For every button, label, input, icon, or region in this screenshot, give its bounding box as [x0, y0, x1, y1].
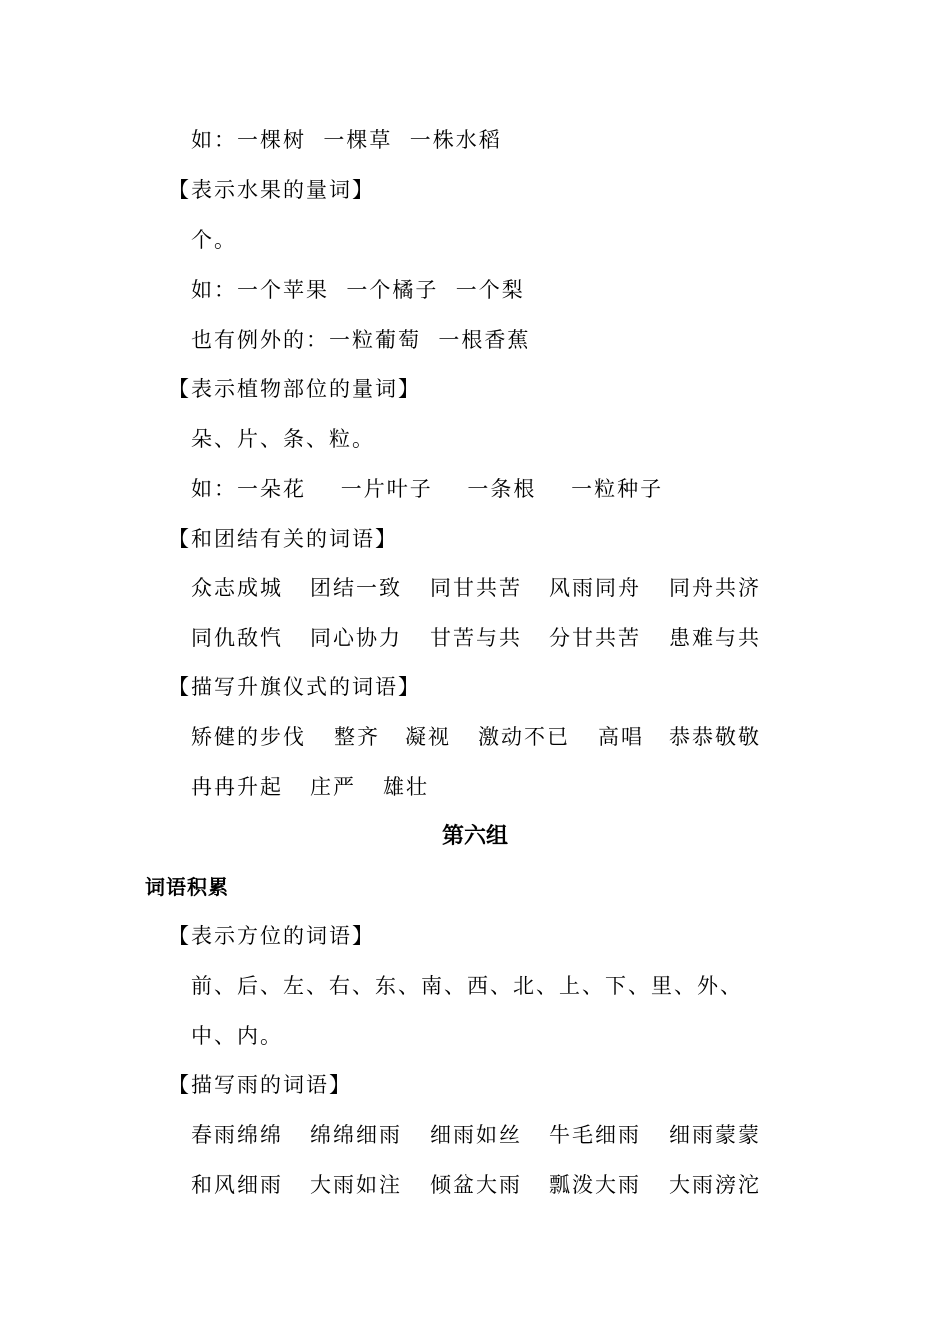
word-item: 激动不已 — [478, 725, 570, 749]
rain-words-row-2 — [191, 1170, 761, 1200]
word-item: 患难与共 — [669, 626, 761, 650]
section-heading-unity-words: 【和团结有关的词语】 — [168, 527, 398, 551]
plant-classifier-example: 如：一棵树 一棵草 一株水稻 — [191, 128, 502, 152]
word-item: 大雨如注 — [310, 1173, 402, 1197]
word-item: 庄严 — [310, 775, 356, 799]
rain-words-row-1 — [191, 1120, 761, 1150]
unity-words-row-1 — [191, 573, 761, 603]
word-item: 甘苦与共 — [430, 626, 522, 650]
word-item: 绵绵细雨 — [310, 1123, 402, 1147]
vocabulary-accumulation-title: 词语积累 — [145, 875, 229, 899]
word-item: 瓢泼大雨 — [549, 1173, 641, 1197]
section-heading-rain-words: 【描写雨的词语】 — [168, 1073, 352, 1097]
unity-words-row-2 — [191, 623, 761, 653]
fruit-classifier-word: 个。 — [191, 228, 237, 252]
word-item: 同仇敌忾 — [191, 626, 283, 650]
word-item: 同舟共济 — [669, 576, 761, 600]
flag-words-row-2 — [191, 772, 429, 802]
plant-part-classifier-words: 朵、片、条、粒。 — [191, 427, 375, 451]
section-heading-direction-words: 【表示方位的词语】 — [168, 924, 375, 948]
direction-words-line-2: 中、内。 — [191, 1024, 283, 1048]
word-item: 众志成城 — [191, 576, 283, 600]
word-item: 春雨绵绵 — [191, 1123, 283, 1147]
direction-words-line-1: 前、后、左、右、东、南、西、北、上、下、里、外、 — [191, 974, 743, 998]
word-item: 分甘共苦 — [549, 626, 641, 650]
section-heading-plant-part-classifiers: 【表示植物部位的量词】 — [168, 377, 421, 401]
word-item: 倾盆大雨 — [430, 1173, 522, 1197]
word-item: 恭恭敬敬 — [669, 725, 761, 749]
fruit-classifier-exception: 也有例外的：一粒葡萄 一根香蕉 — [191, 328, 531, 352]
word-item: 同甘共苦 — [430, 576, 522, 600]
section-heading-flag-raising-words: 【描写升旗仪式的词语】 — [168, 675, 421, 699]
fruit-classifier-example: 如：一个苹果 一个橘子 一个梨 — [191, 278, 525, 302]
word-item: 矫健的步伐 — [191, 725, 306, 749]
word-item: 和风细雨 — [191, 1173, 283, 1197]
word-item: 冉冉升起 — [191, 775, 283, 799]
word-item: 同心协力 — [310, 626, 402, 650]
word-item: 风雨同舟 — [549, 576, 641, 600]
flag-words-row-1 — [191, 722, 761, 752]
word-item: 细雨蒙蒙 — [669, 1123, 761, 1147]
word-item: 凝视 — [405, 725, 451, 749]
group-six-title: 第六组 — [441, 824, 508, 849]
plant-part-classifier-example: 如：一朵花 一片叶子 一条根 一粒种子 — [191, 477, 664, 501]
word-item: 大雨滂沱 — [669, 1173, 761, 1197]
word-item: 雄壮 — [383, 775, 429, 799]
section-heading-fruit-classifiers: 【表示水果的量词】 — [168, 178, 375, 202]
word-item: 高唱 — [598, 725, 644, 749]
word-item: 团结一致 — [310, 576, 402, 600]
word-item: 整齐 — [334, 725, 380, 749]
word-item: 牛毛细雨 — [549, 1123, 641, 1147]
word-item: 细雨如丝 — [430, 1123, 522, 1147]
